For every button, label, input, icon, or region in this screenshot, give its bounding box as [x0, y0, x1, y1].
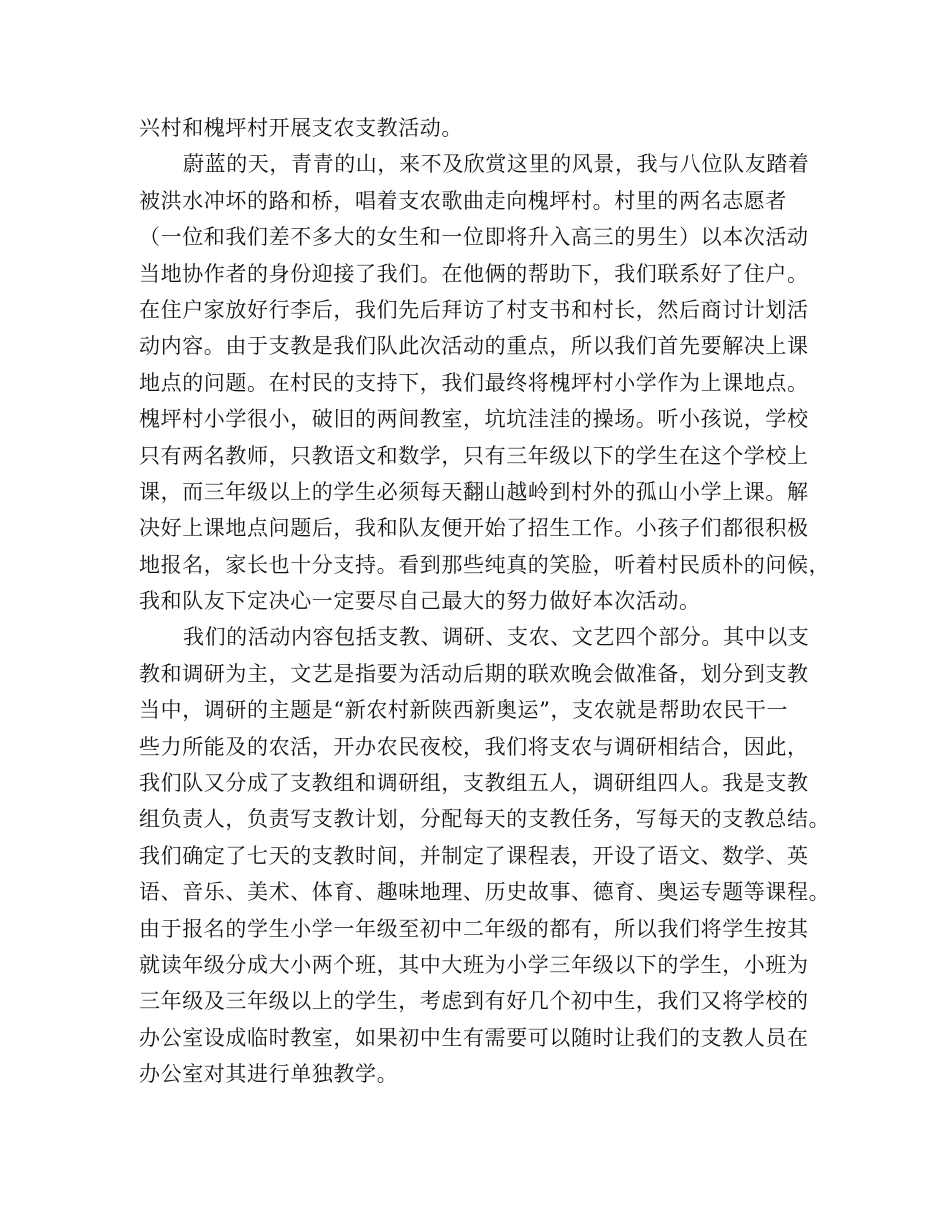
text-line: 被洪水冲坏的路和桥，唱着支农歌曲走向槐坪村。村里的两名志愿者 — [139, 188, 787, 213]
text-line: 三年级及三年级以上的学生，考虑到有好几个初中生，我们又将学校的 — [139, 989, 809, 1014]
text-line: 语、音乐、美术、体育、趣味地理、历史故事、德育、奥运专题等课程。 — [139, 880, 831, 905]
text-line: 由于报名的学生小学一年级至初中二年级的都有，所以我们将学生按其 — [139, 916, 809, 941]
text-line: 组负责人，负责写支教计划，分配每天的支教任务，写每天的支教总结。 — [139, 807, 831, 832]
text-line: 兴村和槐坪村开展支农支教活动。 — [139, 116, 463, 140]
text-line: 办公室设成临时教室，如果初中生有需要可以随时让我们的支教人员在 — [139, 1025, 809, 1050]
text-line: 我们的活动内容包括支教、调研、支农、文艺四个部分。其中以支 — [183, 625, 810, 650]
text-line: 我和队友下定决心一定要尽自己最大的努力做好本次活动。 — [139, 589, 701, 614]
text-line: 槐坪村小学很小，破旧的两间教室，坑坑洼洼的操场。听小孩说，学校 — [139, 407, 809, 432]
text-line: 蔚蓝的天，青青的山，来不及欣赏这里的风景，我与八位队友踏着 — [183, 152, 810, 177]
text-line: 办公室对其进行单独教学。 — [139, 1062, 399, 1087]
text-line: 教和调研为主，文艺是指要为活动后期的联欢晚会做准备，划分到支教 — [139, 661, 809, 686]
text-line: 些力所能及的农活，开办农民夜校，我们将支农与调研相结合，因此， — [139, 734, 809, 759]
text-line: 只有两名教师，只教语文和数学，只有三年级以下的学生在这个学校上 — [139, 443, 809, 468]
text-line: 我们队又分成了支教组和调研组，支教组五人，调研组四人。我是支教 — [139, 771, 809, 796]
text-line: 决好上课地点问题后，我和队友便开始了招生工作。小孩子们都很积极 — [139, 516, 809, 541]
text-line: 在住户家放好行李后，我们先后拜访了村支书和村长，然后商讨计划活 — [139, 297, 809, 322]
text-line: 我们确定了七天的支教时间，并制定了课程表，开设了语文、数学、英 — [139, 843, 809, 868]
text-line: 就读年级分成大小两个班，其中大班为小学三年级以下的学生，小班为 — [139, 952, 809, 977]
text-line: 当地协作者的身份迎接了我们。在他俩的帮助下，我们联系好了住户。 — [139, 261, 809, 286]
text-line: 地报名，家长也十分支持。看到那些纯真的笑脸，听着村民质朴的问候， — [139, 552, 831, 577]
text-line: 地点的问题。在村民的支持下，我们最终将槐坪村小学作为上课地点。 — [139, 370, 809, 395]
text-line: 课，而三年级以上的学生必须每天翻山越岭到村外的孤山小学上课。解 — [139, 479, 809, 504]
text-line: （一位和我们差不多大的女生和一位即将升入高三的男生）以本次活动 — [139, 225, 809, 250]
text-line: 动内容。由于支教是我们队此次活动的重点，所以我们首先要解决上课 — [139, 334, 809, 359]
body-text — [139, 110, 829, 1093]
text-line: 当中，调研的主题是“新农村新陕西新奥运”，支农就是帮助农民干一 — [139, 698, 789, 723]
